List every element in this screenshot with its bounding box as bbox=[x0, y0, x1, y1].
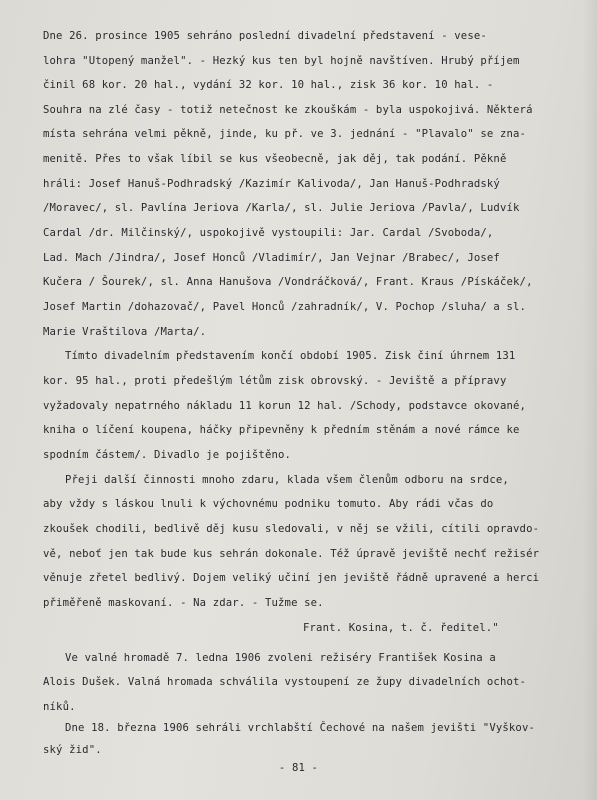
text-line: Alois Dušek. Valná hromada schválila vystoupení ze župy divadelních ochot- bbox=[43, 676, 527, 688]
text-line: Lad. Mach /Jindra/, Josef Honců /Vladimír/, Jan Vejnar /Brabec/, Josef bbox=[43, 252, 500, 264]
text-line: níků. bbox=[43, 701, 76, 713]
text-line: zkoušek chodili, bedlivě děj kusu sledovali, v něj se vžili, cítili opravdo- bbox=[43, 523, 540, 535]
text-line: Dne 18. března 1906 sehráli vrchlabští Čechové na našem jevišti "Vyškov- bbox=[65, 722, 536, 734]
text-line: spodním částem/. Divadlo je pojištěno. bbox=[43, 449, 292, 461]
text-line: Souhra na zlé časy - totiž netečnost ke zkouškám - byla uspokojivá. Některá bbox=[43, 104, 533, 116]
text-line: Tímto divadelním představením končí období 1905. Zisk činí úhrnem 131 bbox=[65, 350, 516, 362]
signature-line: Frant. Kosina, t. č. ředitel." bbox=[303, 622, 499, 634]
text-line: lohra "Utopený manžel". - Hezký kus ten byl hojně navštíven. Hrubý příjem bbox=[43, 55, 520, 67]
text-line: /Moravec/, sl. Pavlína Jeriova /Karla/, sl. Julie Jeriova /Pavla/, Ludvík bbox=[43, 202, 520, 214]
text-line: Ve valné hromadě 7. ledna 1906 zvoleni režiséry František Kosina a bbox=[65, 652, 496, 664]
text-line: přiměřeně maskovaní. - Na zdar. - Tužme se. bbox=[43, 597, 324, 609]
text-line: menitě. Přes to však líbil se kus všeobecně, jak děj, tak podání. Pěkně bbox=[43, 153, 507, 165]
text-line: Marie Vraštilova /Marta/. bbox=[43, 326, 207, 338]
text-line: ský žid". bbox=[43, 744, 102, 756]
text-line: Josef Martin /dohazovač/, Pavel Honců /zahradník/, V. Pochop /sluha/ a sl. bbox=[43, 301, 527, 313]
text-line: kniha o líčení koupena, háčky připevněny k předním stěnám a nové rámce ke bbox=[43, 424, 520, 436]
text-line: věnuje zřetel bedlivý. Dojem veliký učiní jen jeviště řádně upravené a herci bbox=[43, 572, 540, 584]
page-edge-shadow bbox=[583, 0, 597, 800]
text-line: místa sehrána velmi pěkně, jinde, ku př. ve 3. jednání - "Plavalo" se zna- bbox=[43, 128, 527, 140]
text-line: aby vždy s láskou lnuli k výchovnému podniku tomuto. Aby rádi včas do bbox=[43, 498, 494, 510]
page-number: - 81 - bbox=[278, 762, 319, 774]
text-line: vyžadovaly nepatrného nákladu 11 korun 12 hal. /Schody, podstavce okované, bbox=[43, 400, 527, 412]
text-line: Dne 26. prosince 1905 sehráno poslední divadelní představení - vese- bbox=[43, 30, 487, 42]
text-line: hráli: Josef Hanuš-Podhradský /Kazimír Kalivoda/, Jan Hanuš-Podhradský bbox=[43, 178, 500, 190]
text-line: Cardal /dr. Milčinský/, uspokojivě vystoupili: Jar. Cardal /Svoboda/, bbox=[43, 227, 494, 239]
text-line: vě, neboť jen tak bude kus sehrán dokonale. Též úpravě jeviště nechť režisér bbox=[43, 548, 540, 560]
text-line: činil 68 kor. 20 hal., vydání 32 kor. 10 hal., zisk 36 kor. 10 hal. - bbox=[43, 79, 494, 91]
text-line: Přeji další činnosti mnoho zdaru, klada všem členům odboru na srdce, bbox=[65, 474, 509, 486]
text-line: kor. 95 hal., proti předešlým létům zisk obrovský. - Jeviště a přípravy bbox=[43, 375, 507, 387]
text-line: Kučera / Šourek/, sl. Anna Hanušova /Vondráčková/, Frant. Kraus /Pískáček/, bbox=[43, 276, 533, 288]
